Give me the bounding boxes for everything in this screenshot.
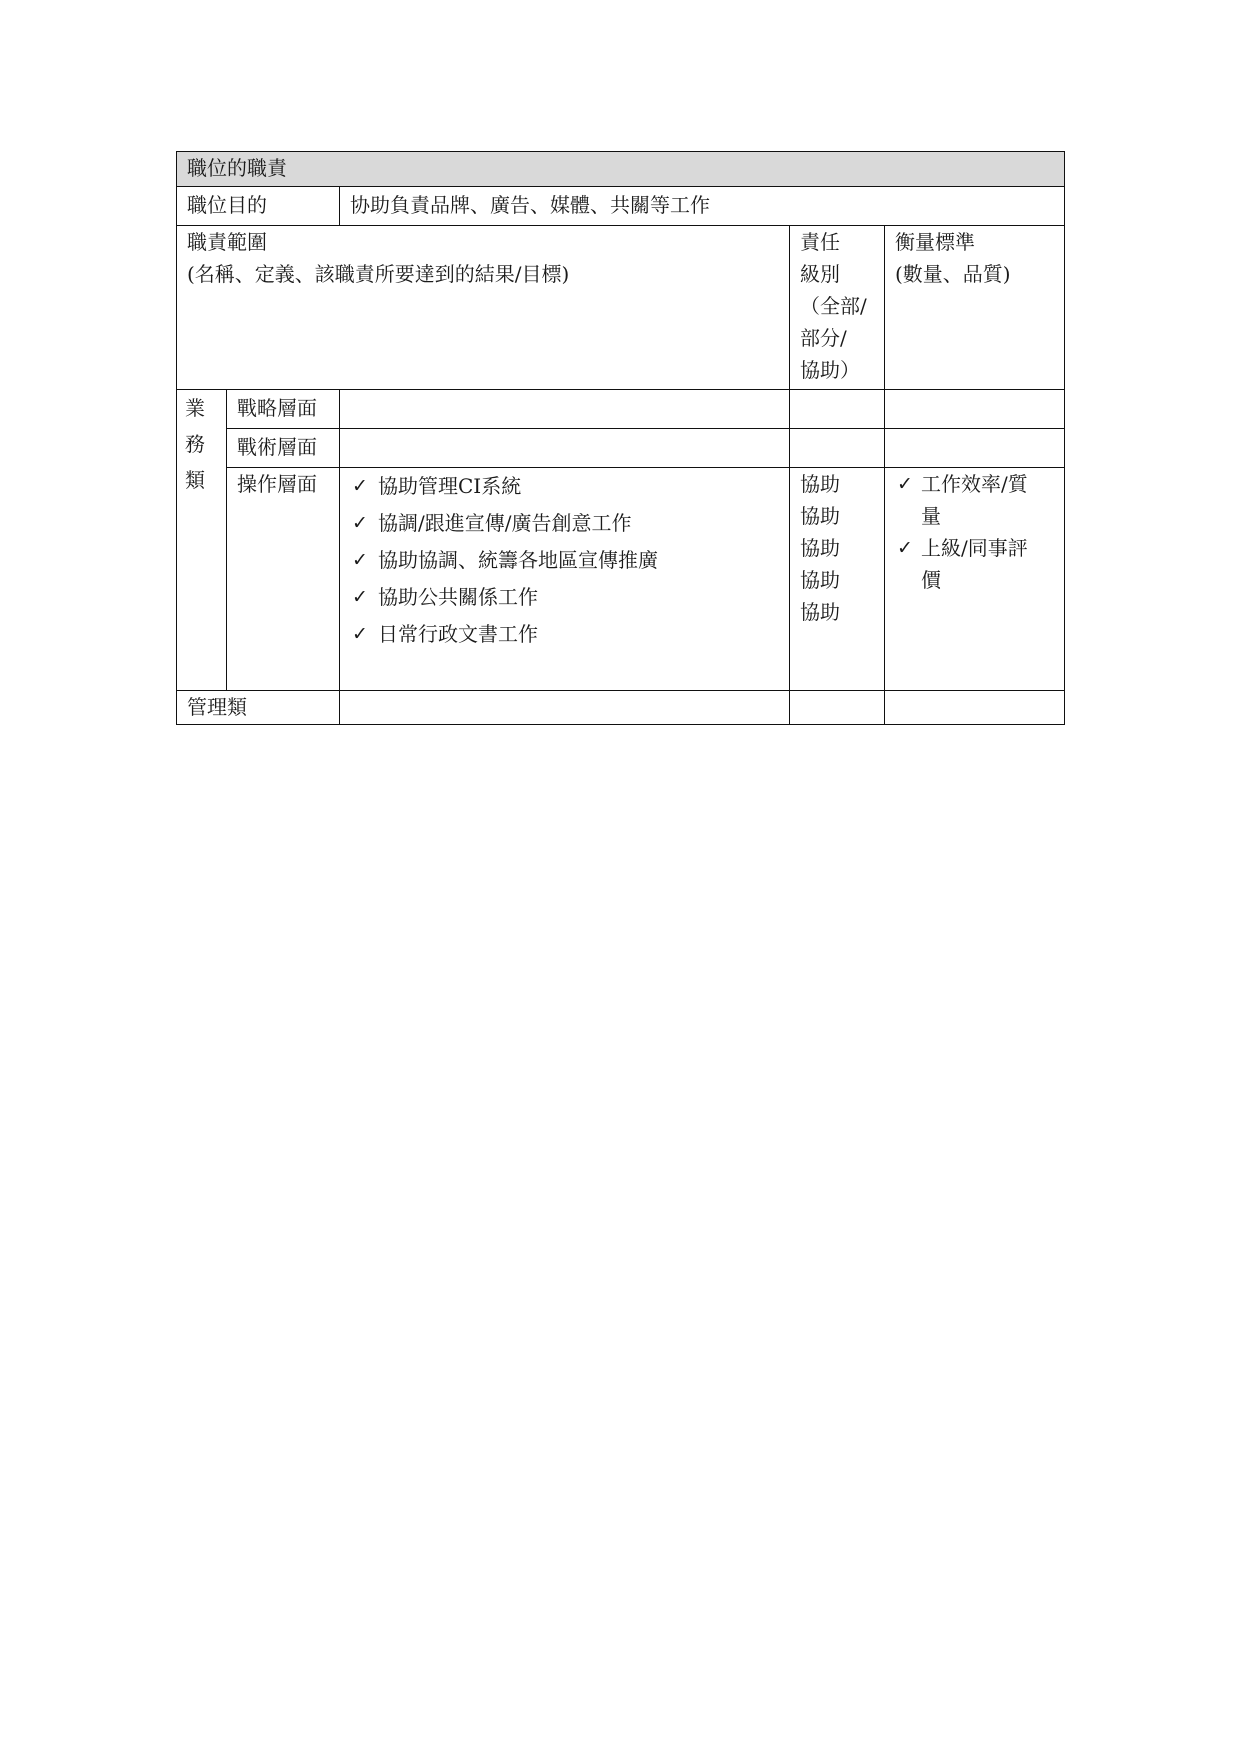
level-header-line: 部分/ — [800, 326, 847, 350]
tactical-label: 戰術層面 — [227, 429, 340, 468]
level-item: 協助 — [800, 568, 840, 592]
management-level — [790, 691, 885, 725]
tactical-content — [340, 429, 790, 468]
tactical-measure — [885, 429, 1065, 468]
measure-title: 衡量標準 — [895, 230, 975, 254]
list-item: ✓ 協調/跟進宣傳/廣告創意工作 — [350, 505, 779, 542]
section-title-row — [177, 152, 1065, 187]
business-label-char: 務 — [185, 432, 205, 456]
checkmark-icon: ✓ — [352, 512, 368, 534]
management-measure — [885, 691, 1065, 725]
strategic-row — [177, 390, 1065, 429]
measure-item: ✓ 上級/同事評 價 — [895, 532, 1054, 596]
level-item: 協助 — [800, 600, 840, 624]
operational-items — [340, 468, 790, 691]
management-label: 管理類 — [177, 691, 340, 725]
business-label-char: 業 — [185, 396, 205, 420]
scope-subtitle: (名稱、定義、該職責所要達到的結果/目標) — [187, 262, 570, 286]
operational-measures — [885, 468, 1065, 691]
purpose-row — [177, 187, 1065, 226]
business-label-char: 類 — [185, 468, 205, 492]
purpose-label: 職位目的 — [177, 187, 340, 226]
level-header-line: （全部/ — [800, 294, 867, 318]
operational-label: 操作層面 — [227, 468, 340, 691]
level-header-line: 責任 — [800, 230, 840, 254]
checkmark-icon: ✓ — [352, 623, 368, 645]
measure-subtitle: (數量、品質) — [895, 262, 1011, 286]
list-item: ✓ 日常行政文書工作 — [350, 616, 779, 653]
management-content — [340, 691, 790, 725]
business-category-label — [177, 390, 227, 691]
level-item: 協助 — [800, 504, 840, 528]
strategic-label: 戰略層面 — [227, 390, 340, 429]
scope-header-row — [177, 226, 1065, 390]
list-item: ✓ 協助管理CI系統 — [350, 468, 779, 505]
level-header-line: 級別 — [800, 262, 840, 286]
measure-item: ✓ 工作效率/質 量 — [895, 468, 1054, 532]
purpose-value: 协助負責品牌、廣告、媒體、共關等工作 — [340, 187, 1065, 226]
level-item: 協助 — [800, 472, 840, 496]
job-duties-table — [176, 151, 1065, 725]
checkmark-icon: ✓ — [897, 537, 913, 559]
operational-levels — [790, 468, 885, 691]
strategic-level — [790, 390, 885, 429]
strategic-measure — [885, 390, 1065, 429]
list-item: ✓ 協助協調、統籌各地區宣傳推廣 — [350, 542, 779, 579]
responsibility-level-header — [790, 226, 885, 390]
checkmark-icon: ✓ — [352, 475, 368, 497]
checkmark-icon: ✓ — [352, 549, 368, 571]
tactical-row — [177, 429, 1065, 468]
management-row — [177, 691, 1065, 725]
checkmark-icon: ✓ — [352, 586, 368, 608]
scope-title: 職責範圍 — [187, 230, 267, 254]
list-item: ✓ 協助公共關係工作 — [350, 579, 779, 616]
checkmark-icon: ✓ — [897, 473, 913, 495]
tactical-level — [790, 429, 885, 468]
level-item: 協助 — [800, 536, 840, 560]
strategic-content — [340, 390, 790, 429]
operational-row — [177, 468, 1065, 691]
measure-header — [885, 226, 1065, 390]
level-header-line: 協助） — [800, 358, 860, 382]
scope-header — [177, 226, 790, 390]
section-title: 職位的職責 — [177, 152, 1065, 187]
